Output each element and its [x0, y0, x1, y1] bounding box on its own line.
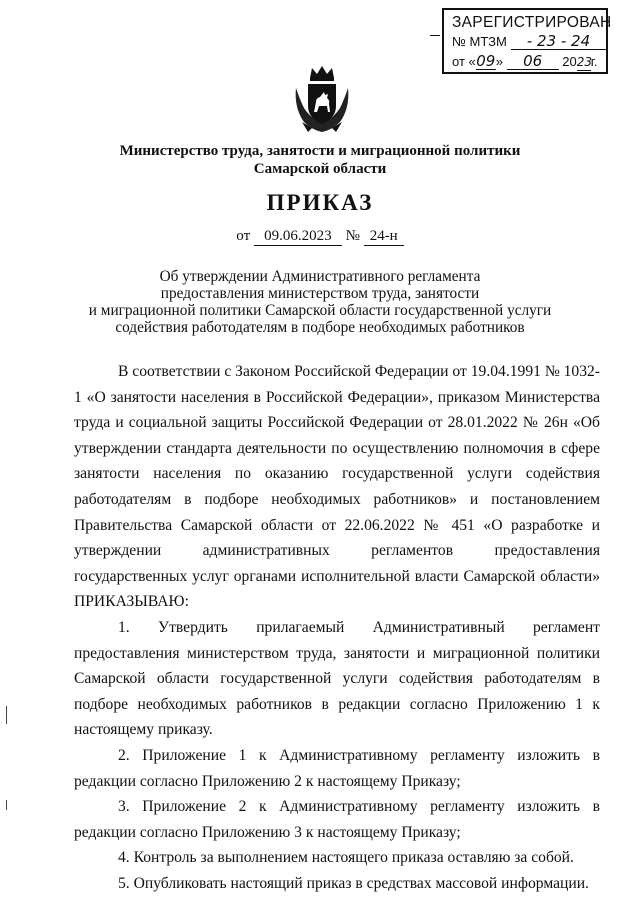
order-number-prefix: №	[345, 228, 360, 244]
order-body	[74, 359, 600, 896]
stamp-date-row	[452, 52, 600, 72]
stamp-connector	[430, 35, 440, 36]
ministry-name-line2: Самарской области	[253, 161, 387, 177]
order-title-line: содействия работодателям в подборе необходимых работников	[115, 319, 525, 336]
stamp-date-month: 06	[507, 54, 559, 70]
order-date-line	[0, 228, 640, 246]
stamp-year-value: 23	[576, 55, 592, 69]
stamp-year-prefix: 20	[562, 54, 577, 69]
stamp-number-row	[452, 32, 600, 52]
order-title	[40, 268, 600, 336]
order-title-line: и миграционной политики Самарской области государственной услуги	[88, 302, 552, 319]
stamp-date-close: »	[495, 54, 503, 69]
order-title-line: предоставления министерством труда, занятости	[160, 285, 480, 302]
document-type: ПРИКАЗ	[266, 190, 374, 215]
preamble-paragraph: В соответствии с Законом Российской Федерации от 19.04.1991 № 1032-1 «О занятости населения в Российской Федерации», приказом Министерства труда и социальной защиты Российской Федерации от 28.01.2022 № 26н «Об утверждении стандарта деятельности по осуществлению полномочия в сфере занятости населения по оказанию государственной услуги содействия работодателям в подборе необходимых работников» и постановлением Правительства Самарской области от 22.06.2022 № 451 «О разработке и утверждении административных регламентов предоставления государственных услуг органами исполнительной власти Самарской области» ПРИКАЗЫВАЮ:	[74, 363, 600, 611]
registration-stamp	[442, 8, 612, 74]
order-item-3: 3. Приложение 2 к Административному регламенту изложить в редакции согласно Приложению 3 к настоящему Приказу;	[74, 798, 600, 841]
order-title-line: Об утверждении Административного регламента	[159, 268, 481, 285]
ministry-name-line1: Министерство труда, занятости и миграционной политики	[119, 143, 521, 159]
stamp-date-day: 09	[476, 52, 496, 70]
stamp-number-prefix: № МТЗМ	[452, 34, 507, 49]
order-item-1: 1. Утвердить прилагаемый Административный регламент предоставления министерством труда, занятости и миграционной политики Самарской области государственной услуги содействия работодателям в подборе необходимых работников в редакции согласно Приложению 1 к настоящему приказу.	[74, 618, 600, 739]
order-date: 09.06.2023	[254, 228, 342, 246]
stamp-title: ЗАРЕГИСТРИРОВАН	[452, 14, 612, 31]
samara-coat-of-arms-icon	[292, 64, 352, 134]
order-item-2: 2. Приложение 1 к Административному регламенту изложить в редакции согласно Приложению 2 к настоящему Приказу;	[74, 746, 600, 790]
order-item-5: 5. Опубликовать настоящий приказ в средствах массовой информации.	[118, 874, 589, 892]
stamp-year-suffix: г.	[590, 54, 598, 69]
order-date-prefix: от	[236, 228, 251, 244]
stamp-number-handwritten: - 23 - 24	[511, 34, 607, 50]
scan-artifact-mark	[6, 800, 7, 810]
order-number: 24-н	[364, 228, 404, 246]
scan-artifact-mark	[6, 706, 7, 724]
order-item-4: 4. Контроль за выполнением настоящего приказа оставляю за собой.	[118, 849, 574, 867]
stamp-date-prefix: от «	[452, 54, 476, 69]
